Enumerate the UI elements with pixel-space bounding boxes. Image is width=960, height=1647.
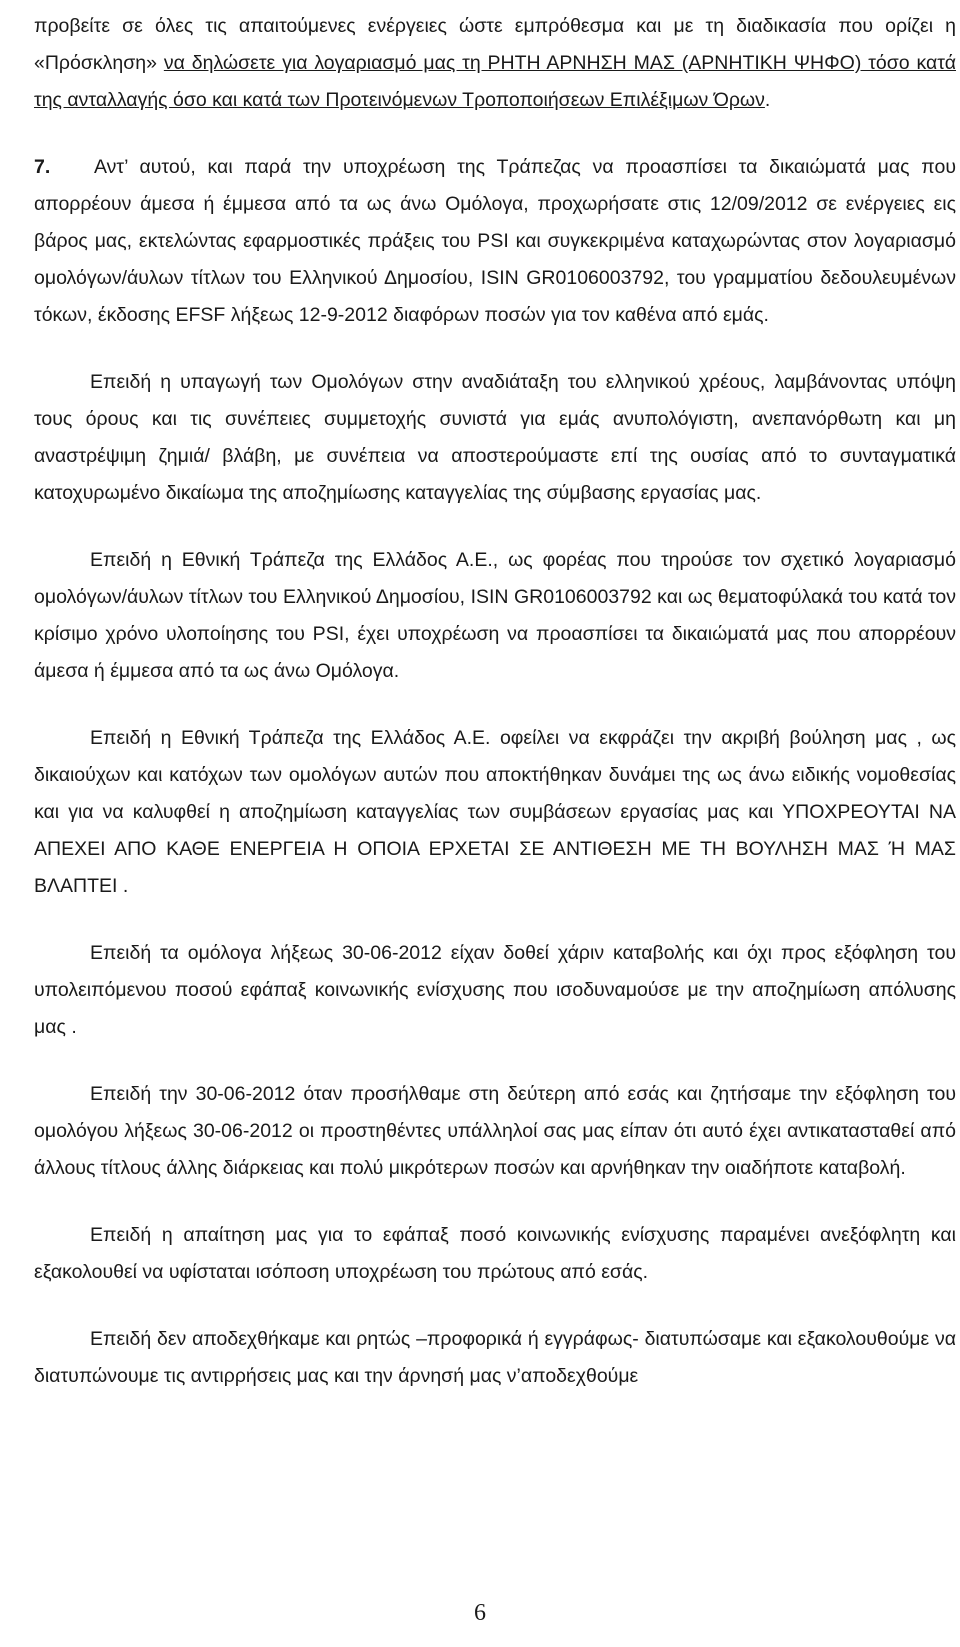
paragraph-custodian-obligation: Επειδή η Εθνική Τράπεζα της Ελλάδος Α.Ε., ως φορέας που τηρούσε τον σχετικό λογαριασμό ομολόγων/άυλων τίτλων του Ελληνικού Δημοσίου, ISIN GR0106003792 και ως θεματοφύλακά του κατά τον κρίσιμο χρόνο υλοποίησης του PSI, έχει υποχρέωση να προασπίσει τα δικαιώματά μας που απορρέουν άμεσα ή έμμεσα από τα ως άνω Ομόλογα. — [34, 549, 956, 682]
paragraph-repayment-request: Επειδή την 30-06-2012 όταν προσήλθαμε στη δεύτερη από εσάς και ζητήσαμε την εξόφληση του ομολόγου λήξεως 30-06-2012 οι προστηθέντες υπάλληλοί σας μας είπαν ότι αυτό έχει αντικατασταθεί από άλλους τίτλους άλλης διάρκειας και πολύ μικρότερων ποσών και αρνήθηκαν την οιαδήποτε καταβολή. — [34, 1083, 956, 1179]
paragraph-end: . — [764, 89, 771, 111]
paragraph-bank-will: Επειδή η Εθνική Τράπεζα της Ελλάδος Α.Ε. οφείλει να εκφράζει την ακριβή βούληση μας , ως δικαιούχων και κατόχων των ομολόγων αυτών που αποκτήθηκαν δυνάμει της ως άνω ειδικής νομοθεσίας και για να καλυφθεί η αποζημίωση καταγγελίας των συμβάσεων εργασίας μας και ΥΠΟΧΡΕΟΥΤΑΙ ΝΑ ΑΠΕΧΕΙ ΑΠΟ ΚΑΘΕ ΕΝΕΡΓΕΙΑ Η ΟΠΟΙΑ ΕΡΧΕΤΑΙ ΣΕ ΑΝΤΙΘΕΣΗ ΜΕ ΤΗ ΒΟΥΛΗΣΗ ΜΑΣ Ή ΜΑΣ ΒΛΑΠΤΕΙ . — [34, 727, 956, 897]
paragraph-7 — [34, 149, 956, 334]
page-number: 6 — [474, 1600, 486, 1626]
paragraph-outstanding-claim: Επειδή η απαίτηση μας για το εφάπαξ ποσό κοινωνικής ενίσχυσης παραμένει ανεξόφλητη και εξακολουθεί να υφίσταται ισόποση υποχρέωση του πρώτους από εσάς. — [34, 1224, 956, 1283]
paragraph-number: 7. — [34, 156, 51, 178]
paragraph-text: προβείτε σε όλες τις απαιτούμενες ενέργειες ώστε εμπρόθεσμα και με τη διαδικασία που ορίζει η «Πρόσκληση» — [34, 15, 956, 74]
document-page — [34, 8, 956, 1395]
paragraph-bond-restructuring: Επειδή η υπαγωγή των Ομολόγων στην αναδιάταξη του ελληνικού χρέους, λαμβάνοντας υπόψη τους όρους και τις συνέπειες συμμετοχής συνιστά για εμάς ανυπολόγιστη, ανεπανόρθωτη και μη αναστρέψιμη ζημιά/ βλάβη, με συνέπεια να αποστερούμαστε επί της ουσίας από το συνταγματικά κατοχυρωμένο δικαίωμα της αποζημίωσης καταγγελίας της σύμβασης εργασίας μας. — [34, 371, 956, 504]
paragraph-continuation — [34, 8, 956, 119]
paragraph-objections: Επειδή δεν αποδεχθήκαμε και ρητώς –προφορικά ή εγγράφως- διατυπώσαμε και εξακολουθούμε να διατυπώνουμε τις αντιρρήσεις μας και την άρνησή μας ν’αποδεχθούμε — [34, 1328, 956, 1387]
underlined-declaration: να δηλώσετε για λογαριασμό μας τη ΡΗΤΗ ΑΡΝΗΣΗ ΜΑΣ (ΑΡΝΗΤΙΚΗ ΨΗΦΟ) τόσο κατά της ανταλλαγής όσο και κατά των Προτεινόμενων Τροποποιήσεων Επιλέξιμων Όρων — [34, 52, 956, 111]
paragraph-bond-maturity: Επειδή τα ομόλογα λήξεως 30-06-2012 είχαν δοθεί χάριν καταβολής και όχι προς εξόφληση του υπολειπόμενου ποσού εφάπαξ κοινωνικής ενίσχυσης που ισοδυναμούσε με την αποζημίωση απόλυσης μας . — [34, 942, 956, 1038]
paragraph-text: Αντ’ αυτού, και παρά την υποχρέωση της Τράπεζας να προασπίσει τα δικαιώματά μας που απορρέουν άμεσα ή έμμεσα από τα ως άνω Ομόλογα, προχωρήσατε στις 12/09/2012 σε ενέργειες εις βάρος μας, εκτελώντας εφαρμοστικές πράξεις του PSI και συγκεκριμένα καταχωρώντας στον λογαριασμό ομολόγων/άυλων τίτλων του Ελληνικού Δημοσίου, ISIN GR0106003792, του γραμματίου δεδουλευμένων τόκων, έκδοσης EFSF λήξεως 12-9-2012 διαφόρων ποσών για τον καθένα από εμάς. — [34, 156, 956, 326]
